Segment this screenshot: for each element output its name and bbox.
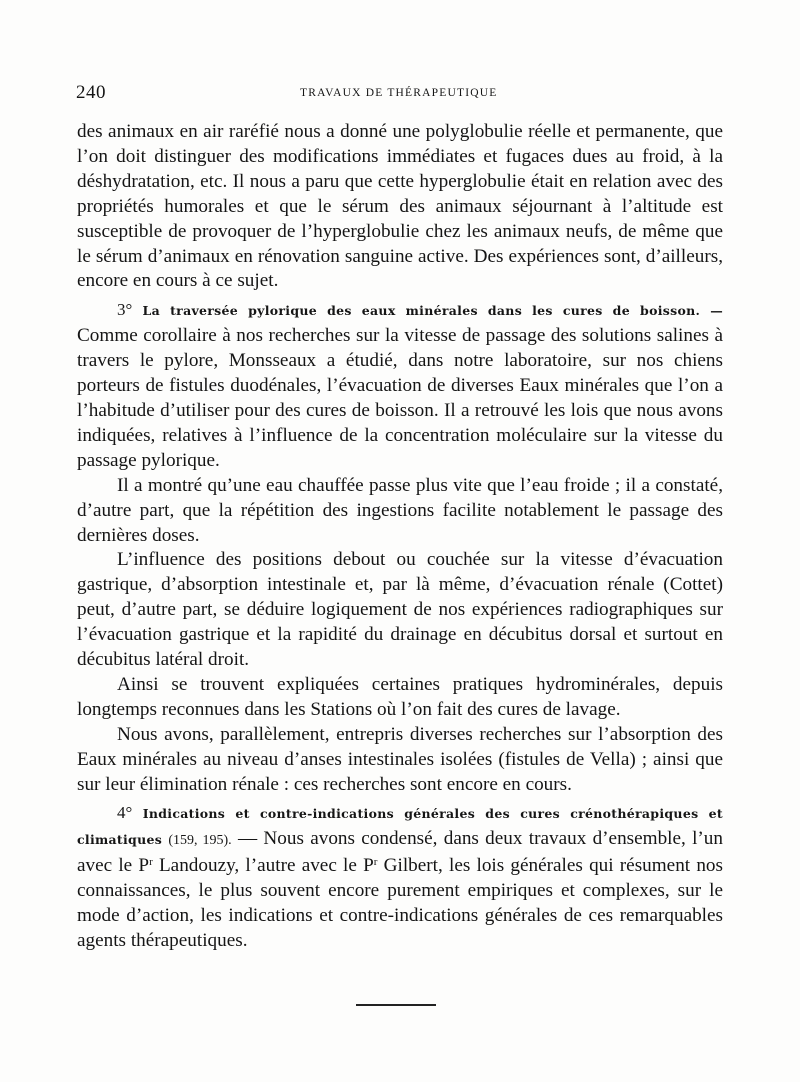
page-header <box>76 82 724 106</box>
paragraph-7-text-b: Landouzy, l’autre avec le P <box>152 855 374 877</box>
running-head: TRAVAUX DE THÉRAPEUTIQUE <box>300 87 498 99</box>
superscript-r-1: r <box>149 856 153 869</box>
page-number: 240 <box>76 82 106 103</box>
paragraph-5: Ainsi se trouvent expliquées certaines pratiques hydrominérales, depuis longtemps reconnues dans les Stations où l’on fait des cures de lavage. <box>77 673 723 720</box>
paragraph-4: L’influence des positions debout ou couchée sur la vitesse d’évacuation gastrique, d’absorption intestinale et, par là même, d’évacuation rénale (Cottet) peut, d’autre part, se déduire logiquement de nos expériences radiographiques sur l’évacuation gastrique et la rapidité du drainage en décubitus dorsal et surtout en décubitus latéral droit. <box>77 549 723 671</box>
section-title-pyloric: La traversée pylorique des eaux minérales dans les cures de boisson. — <box>142 303 724 319</box>
paragraph-2-text: Comme corollaire à nos recherches sur la vitesse de passage des solutions salines à travers le pylore, Monsseaux a étudié, dans notre laboratoire, sur nos chiens porteurs de fistules duodénales, l’évacuation de diverses Eaux minérales que l’on a l’habitude d’utiliser pour des cures de boisson. Il a retrouvé les lois que nous avons indiquées, relatives à l’influence de la concentration moléculaire sur la vitesse du passage pylorique. <box>77 325 723 471</box>
paragraph-2 <box>77 298 723 473</box>
paragraph-7 <box>77 801 723 953</box>
end-rule <box>356 1004 436 1006</box>
section-number-4: 4° <box>117 803 133 823</box>
section-title-indications: Indications et contre-indications générales des cures crénothérapiques et climatiques <box>77 806 723 848</box>
section-number-3: 3° <box>117 300 133 320</box>
paragraph-7-text-c: Gilbert, les lois générales qui résument nos connaissances, le plus souvent encore purement empiriques et complexes, sur le mode d’action, les indications et contre-indications générales de ces remarquables agents thérapeutiques. <box>77 855 723 951</box>
reference-numbers: (159, 195). <box>168 833 232 849</box>
body-text <box>77 120 723 954</box>
paragraph-6: Nous avons, parallèlement, entrepris diverses recherches sur l’absorption des Eaux minérales au niveau d’anses intestinales isolées (fistules de Vella) ; ainsi que sur leur élimination rénale : ces recherches sont encore en cours. <box>77 723 723 795</box>
paragraph-7-text-a: — Nous avons condensé, dans deux travaux d’ensemble, l’un avec le P <box>77 828 723 877</box>
superscript-r-2: r <box>373 856 378 869</box>
paragraph-1: des animaux en air raréfié nous a donné une polyglobulie réelle et permanente, que l’on doit distinguer des modifications immédiates et fugaces dues au froid, à la déshydratation, etc. Il nous a paru que cette hyperglobulie était en relation avec des propriétés humorales et que le sérum des animaux séjournant à l’altitude est susceptible de provoquer de l’hyperglobulie chez les animaux neufs, de même que le sérum d’animaux en rénovation sanguine active. Des expériences sont, d’ailleurs, encore en cours à ce sujet. <box>77 121 723 292</box>
paragraph-3: Il a montré qu’une eau chauffée passe plus vite que l’eau froide ; il a constaté, d’autre part, que la répétition des ingestions facilite notablement le passage des dernières doses. <box>77 474 723 546</box>
